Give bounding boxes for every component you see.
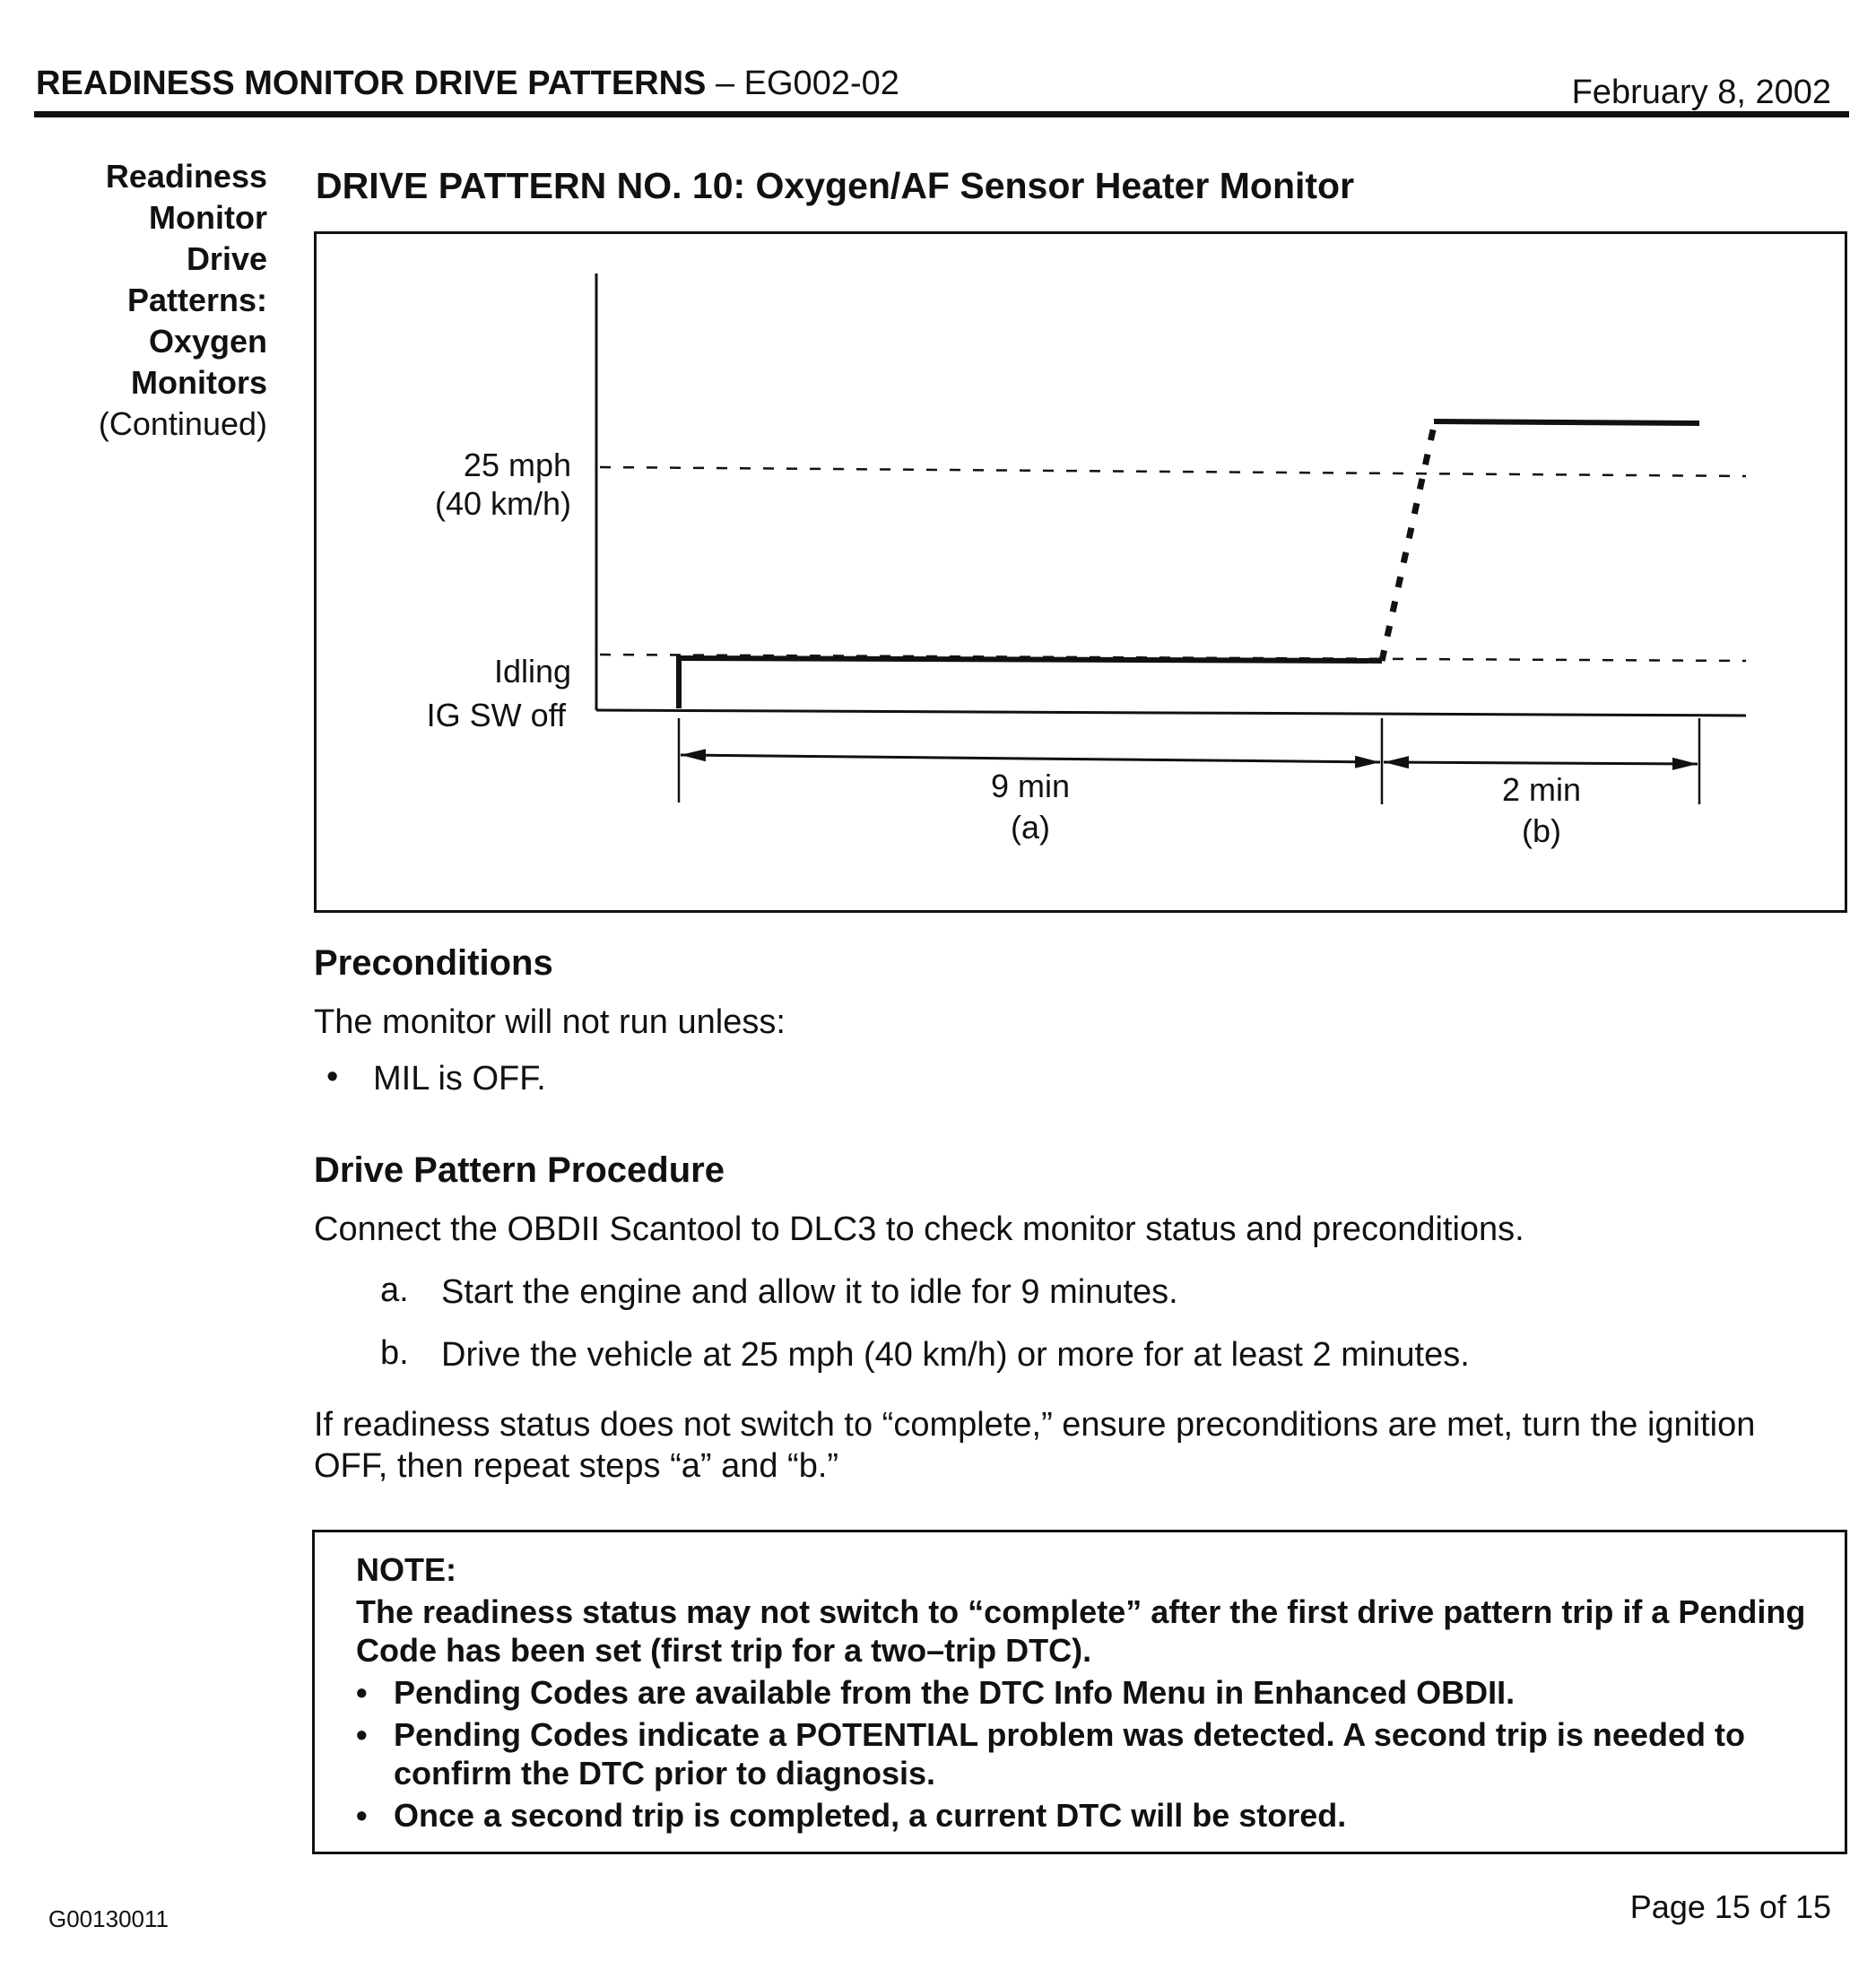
interval-arrow-a bbox=[681, 755, 1380, 762]
note-content bbox=[356, 1550, 1809, 1835]
document-date: February 8, 2002 bbox=[1571, 74, 1831, 111]
note-box bbox=[312, 1530, 1847, 1854]
note-bullet-text: Pending Codes indicate a POTENTIAL problem was detected. A second trip is needed to confirm the DTC prior to diagnosis. bbox=[394, 1716, 1745, 1792]
drive-pattern-chart bbox=[314, 231, 1847, 913]
note-label: NOTE: bbox=[356, 1551, 456, 1588]
pattern-line-idle bbox=[679, 658, 1382, 708]
procedure-step-text: Drive the vehicle at 25 mph (40 km/h) or more for at least 2 minutes. bbox=[441, 1336, 1470, 1374]
interval-label-b: 2 min bbox=[1501, 771, 1582, 808]
pattern-line-cruise bbox=[1434, 421, 1699, 423]
y-label-idling: Idling bbox=[493, 653, 571, 690]
procedure-step-marker: a. bbox=[380, 1271, 409, 1309]
sidebar-heading-line: Drive bbox=[186, 240, 267, 277]
sidebar-heading-line: Oxygen bbox=[148, 323, 267, 360]
interval-sub-b: (b) bbox=[1522, 812, 1561, 849]
footer-code: G00130011 bbox=[48, 1905, 169, 1932]
sidebar-heading-line: Readiness bbox=[105, 158, 267, 195]
interval-sub-a: (a) bbox=[1011, 809, 1050, 846]
procedure-heading: Drive Pattern Procedure bbox=[314, 1150, 725, 1190]
page-number: Page 15 of 15 bbox=[1629, 1888, 1831, 1925]
sidebar-heading-line: Patterns: bbox=[126, 282, 267, 318]
preconditions-heading: Preconditions bbox=[314, 943, 553, 983]
document-title-bold: READINESS MONITOR DRIVE PATTERNS bbox=[36, 65, 707, 102]
y-label-40kmh: (40 km/h) bbox=[434, 485, 571, 522]
note-bullet-text: Pending Codes are available from the DTC Info Menu in Enhanced OBDII. bbox=[394, 1674, 1516, 1711]
procedure-step-marker: b. bbox=[380, 1334, 409, 1372]
preconditions-bullet-text: MIL is OFF. bbox=[373, 1060, 546, 1098]
sidebar-heading bbox=[36, 156, 267, 445]
x-axis bbox=[596, 710, 1746, 716]
document-code: – EG002-02 bbox=[706, 65, 899, 102]
sidebar-heading-line: Monitors bbox=[131, 364, 267, 401]
document-title bbox=[36, 65, 899, 103]
note-bullet bbox=[356, 1673, 1809, 1712]
note-bullet bbox=[356, 1796, 1809, 1835]
header-rule bbox=[34, 111, 1849, 117]
interval-arrow-b bbox=[1384, 762, 1698, 764]
y-label-ig-sw-off: IG SW off bbox=[426, 697, 566, 733]
procedure-intro: Connect the OBDII Scantool to DLC3 to check monitor status and preconditions. bbox=[314, 1210, 1524, 1248]
pattern-title: DRIVE PATTERN NO. 10: Oxygen/AF Sensor Heater Monitor bbox=[316, 165, 1355, 206]
procedure-followup: If readiness status does not switch to “complete,” ensure preconditions are met, turn the ignition OFF, then repeat steps “a” and “b.” bbox=[314, 1406, 1756, 1485]
bullet-dot-icon: • bbox=[356, 1674, 368, 1711]
note-text: The readiness status may not switch to “complete” after the first drive pattern trip if a Pending Code has been set (first trip for a two–trip DTC). bbox=[356, 1593, 1806, 1669]
y-label-25mph: 25 mph bbox=[463, 447, 571, 483]
preconditions-bullet bbox=[326, 1058, 338, 1097]
procedure-step-text: Start the engine and allow it to idle for 9 minutes. bbox=[441, 1273, 1178, 1311]
note-bullet bbox=[356, 1715, 1809, 1792]
drive-pattern-chart-svg bbox=[317, 234, 1845, 910]
bullet-dot-icon: • bbox=[326, 1058, 339, 1096]
sidebar-continued: (Continued) bbox=[98, 405, 267, 442]
bullet-dot-icon: • bbox=[356, 1797, 368, 1834]
bullet-dot-icon: • bbox=[356, 1716, 368, 1753]
note-bullet-text: Once a second trip is completed, a current DTC will be stored. bbox=[394, 1797, 1347, 1834]
reference-line-25mph bbox=[600, 467, 1746, 476]
preconditions-intro: The monitor will not run unless: bbox=[314, 1003, 786, 1041]
pattern-line-accelerate bbox=[1382, 426, 1434, 661]
interval-label-a: 9 min bbox=[990, 768, 1071, 804]
sidebar-heading-line: Monitor bbox=[149, 199, 267, 236]
